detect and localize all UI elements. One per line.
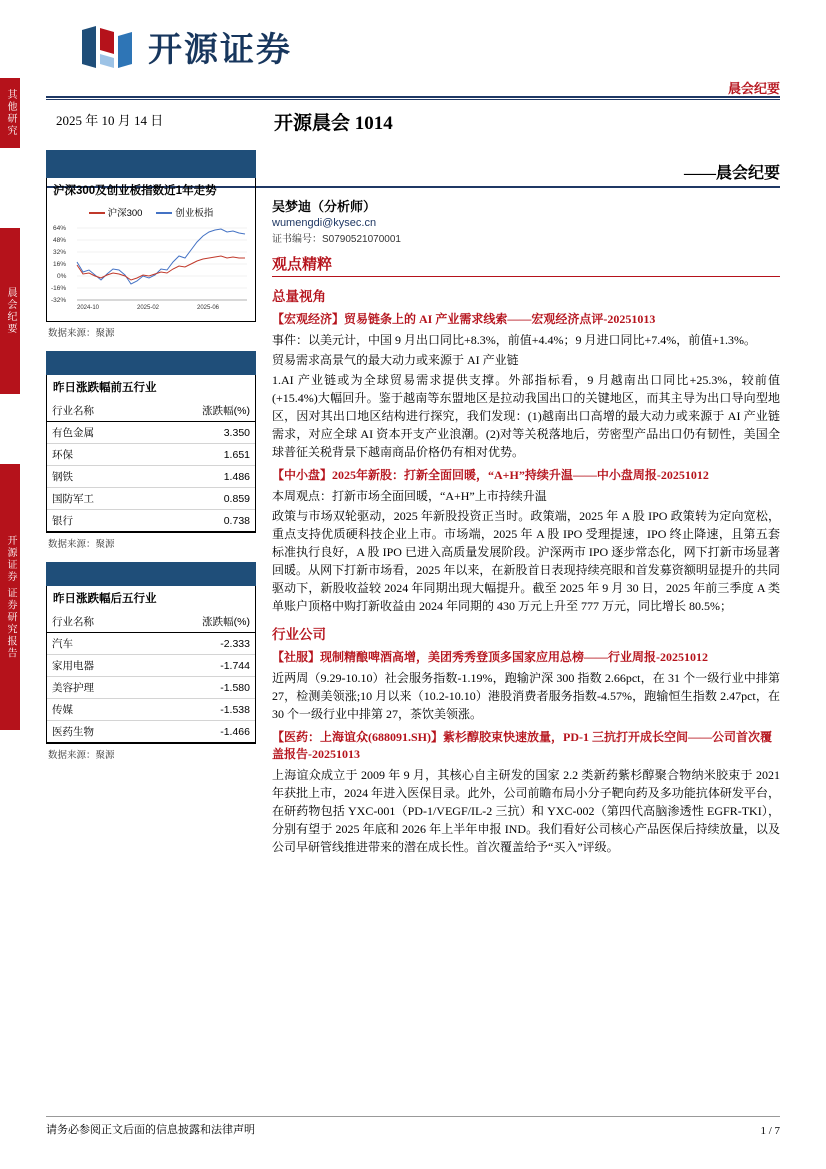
section-title-viewpoints: 观点精粹 [272, 253, 780, 277]
group-title-macro: 总量视角 [272, 289, 326, 304]
svg-text:2024-10: 2024-10 [77, 305, 100, 311]
gainers-panel [46, 375, 256, 533]
article-macro-p2: 贸易需求高景气的最大动力或来源于 AI 产业链 [272, 353, 519, 367]
analyst-certificate: 证书编号：S0790521070001 [272, 234, 401, 245]
gainers-top-bar [46, 351, 256, 375]
legend-label-1: 创业板指 [175, 208, 214, 219]
logo-mark-icon [80, 24, 138, 70]
chart-legend [47, 205, 255, 219]
table-row [47, 510, 255, 532]
table-row [47, 466, 255, 488]
article-pharma-p1: 上海谊众成立于 2009 年 9 月，其核心自主研发的国家 2.2 类新药紫杉醇聚合物纳米胶束于 2021 年获批上市，2024 年进入医保目录。此外，公司前瞻布局小分子靶向药及多功能抗体研发平台，在研药物包括 YXC-001（PD-1/VEGF/IL-2 三抗）和 YXC-002（第四代高脑渗透性 EGFR-TKI），分别有望于 2025 年底和 2026 年上半年申报 IND。我们看好公司核心产品医保后持续放量，以及公司早研管线推进带来的潜在成长性。首次覆盖给予“买入”评级。 [272, 768, 780, 854]
chart-source: 数据来源：聚源 [48, 328, 115, 339]
cell-change: -1.744 [145, 655, 255, 677]
gainers-title: 昨日涨跌幅前五行业 [53, 382, 157, 394]
legend-label-0: 沪深300 [107, 208, 143, 219]
article-social-services-p1: 近两周（9.29-10.10）社会服务指数-1.19%，跑输沪深 300 指数 2.66pct，在 31 个一级行业中排第 27，检测美领涨;10 月以来（10.2-10.10）港股消费者服务指数-4.57%，跑输恒生指数 2.47pct，在 30 个一级行业中排第 27，茶饮美领涨。 [272, 671, 780, 721]
cell-change: 0.859 [145, 488, 255, 510]
table-row [47, 655, 255, 677]
left-sidebar [46, 150, 256, 773]
header-tag: 晨会纪要 [727, 81, 780, 96]
cell-industry: 家用电器 [47, 655, 145, 677]
article-head-pharma[interactable]: 【医药：上海谊众(688091.SH)】紫杉醇胶束快速放量，PD-1 三抗打开成长空间——公司首次覆盖报告-20251013 [272, 730, 772, 761]
cell-change: -1.580 [145, 677, 255, 699]
header-divider [46, 96, 780, 98]
col-change: 涨跌幅(%) [145, 611, 255, 633]
side-rail [0, 78, 34, 736]
article-head-smallcap[interactable]: 【中小盘】2025年新股：打新全面回暖，“A+H”持续升温——中小盘周报-20251012 [272, 468, 709, 482]
table-row [47, 721, 255, 743]
page-number: 1 / 7 [760, 1125, 780, 1137]
svg-text:0%: 0% [57, 273, 67, 280]
cell-change: 1.651 [145, 444, 255, 466]
svg-text:2025-02: 2025-02 [137, 305, 160, 311]
cell-industry: 汽车 [47, 633, 145, 655]
article-head-macro[interactable]: 【宏观经济】贸易链条上的 AI 产业需求线索——宏观经济点评-20251013 [272, 312, 656, 326]
col-change: 涨跌幅(%) [145, 400, 255, 422]
document-date: 2025 年 10 月 14 日 [56, 113, 164, 128]
article-macro-p3: 1.AI 产业链或为全球贸易需求提供支撑。外部指标看，9 月越南出口同比+25.3%，较前值(+15.4%)大幅回升。鉴于越南等东盟地区是拉动我国出口的关键地区，而其主导为出口导向型地区，因对其出口地区结构进行探究，我们发现：(1)越南出口高增的最大动力或来源于 AI 产业链需求，对应全球 AI 资本开支产业浪潮。(2)对等关税落地后，劳密型产品出口仍有韧性，美国全球普征关税背景下越南商品价格仍有相对优势。 [272, 373, 780, 459]
chart-panel [46, 178, 256, 322]
brand-name: 开源证券 [148, 32, 292, 69]
col-industry: 行业名称 [47, 611, 145, 633]
line-chart-svg [51, 220, 251, 312]
losers-top-bar [46, 562, 256, 586]
article-head-social-services[interactable]: 【社服】现制精酿啤酒高增，美团秀秀登顶多国家应用总榜——行业周报-20251012 [272, 650, 708, 664]
table-header-row [47, 400, 255, 422]
table-row [47, 488, 255, 510]
page-subtitle: ——晨会纪要 [683, 165, 780, 182]
gainers-table [47, 400, 255, 532]
svg-text:16%: 16% [53, 261, 67, 268]
losers-table [47, 611, 255, 743]
chart-title: 沪深300及创业板指数近1年走势 [53, 185, 217, 197]
cell-industry: 国防军工 [47, 488, 145, 510]
table-row [47, 699, 255, 721]
chart-plot-area [47, 220, 255, 321]
cell-change: -1.538 [145, 699, 255, 721]
table-header-row [47, 611, 255, 633]
table-row [47, 444, 255, 466]
footer-disclaimer: 请务必参阅正文后面的信息披露和法律声明 [46, 1124, 255, 1136]
article-smallcap-p2: 政策与市场双轮驱动，2025 年新股投资正当时。政策端，2025 年 A 股 IPO 政策转为定向宽松，重点支持优质硬科技企业上市。市场端，2025 年 A 股 IPO 受理提速，IPO 终止降速，且第五套标准执行良好，A 股 IPO 已进入高质量发展阶段。沪深两市 IPO 逐步常态化，网下打新市场显著回暖。从网下打新市场看，2025 年以来，在新股首日表现持续亮眼和首发募资额明显提升的共同驱动下，新股收益较 2024 年同期出现大幅提升。截至 2025 年 9 月 30 日，2025 年前三季度 A 类单账户顶格中购打新收益由 2024 年同期的 430 万元上升至 777 万元，同比增长 80.5%； [272, 509, 780, 613]
svg-text:32%: 32% [53, 249, 67, 256]
cell-industry: 环保 [47, 444, 145, 466]
svg-text:2025-06: 2025-06 [197, 305, 220, 311]
cell-change: 3.350 [145, 422, 255, 444]
cell-industry: 银行 [47, 510, 145, 532]
rail-label-research-report: 开源证券 证券研究报告 [0, 464, 20, 730]
legend-item-1 [156, 205, 213, 219]
losers-source: 数据来源：聚源 [48, 750, 115, 761]
svg-text:-16%: -16% [51, 285, 67, 292]
table-row [47, 633, 255, 655]
table-row [47, 677, 255, 699]
brand-logo [80, 22, 292, 71]
rail-label-morning-meeting: 晨会纪要 [0, 228, 20, 394]
cell-change: -1.466 [145, 721, 255, 743]
losers-title: 昨日涨跌幅后五行业 [53, 593, 157, 605]
analyst-email[interactable]: wumengdi@kysec.cn [272, 217, 377, 229]
cell-industry: 钢铁 [47, 466, 145, 488]
page-title: 开源晨会 1014 [274, 113, 393, 134]
svg-text:-32%: -32% [51, 297, 67, 304]
table-row [47, 422, 255, 444]
footer-divider [46, 1116, 780, 1117]
legend-swatch-0 [89, 212, 105, 214]
legend-swatch-1 [156, 212, 172, 214]
main-content [272, 196, 780, 858]
cell-industry: 有色金属 [47, 422, 145, 444]
cell-industry: 医药生物 [47, 721, 145, 743]
header-divider-thin [46, 99, 780, 100]
group-title-industry: 行业公司 [272, 627, 326, 642]
svg-text:48%: 48% [53, 237, 67, 244]
losers-panel [46, 586, 256, 744]
gainers-source: 数据来源：聚源 [48, 539, 115, 550]
article-smallcap-p1: 本周观点：打新市场全面回暖，“A+H”上市持续升温 [272, 489, 547, 503]
cell-change: 1.486 [145, 466, 255, 488]
legend-item-0 [89, 205, 143, 219]
sidebar-top-bar [46, 150, 256, 178]
svg-text:64%: 64% [53, 225, 67, 232]
cell-industry: 美容护理 [47, 677, 145, 699]
analyst-name: 吴梦迪（分析师） [272, 199, 377, 214]
cell-industry: 传媒 [47, 699, 145, 721]
article-macro-p1: 事件：以美元计，中国 9 月出口同比+8.3%，前值+4.4%；9 月进口同比+7.4%，前值+1.3%。 [272, 333, 757, 347]
col-industry: 行业名称 [47, 400, 145, 422]
cell-change: -2.333 [145, 633, 255, 655]
rail-label-other-research: 其他研究 [0, 78, 20, 148]
cell-change: 0.738 [145, 510, 255, 532]
